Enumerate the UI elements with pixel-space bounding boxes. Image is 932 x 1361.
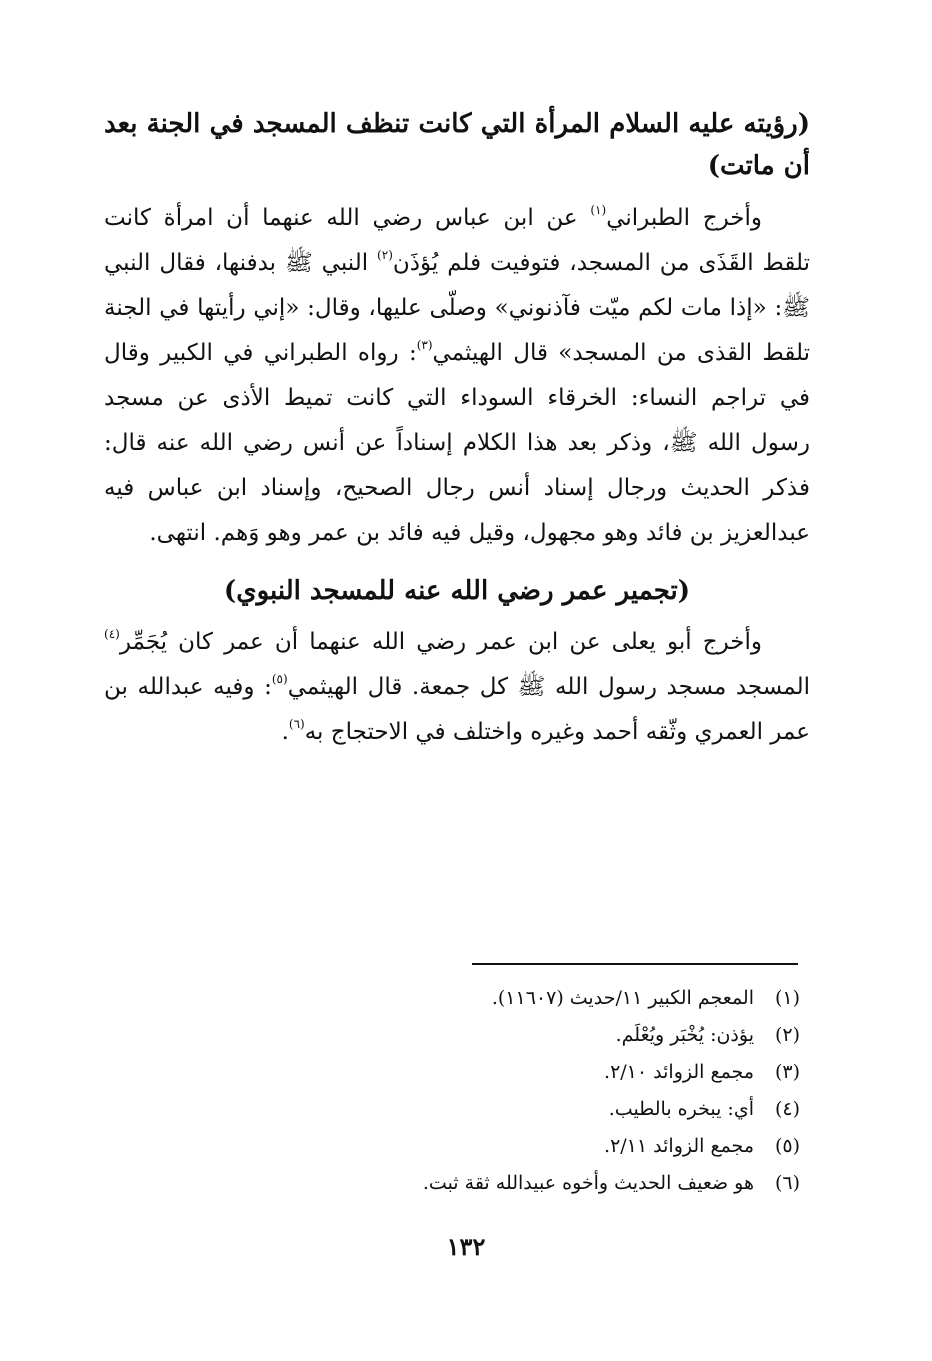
footnote-divider [472,963,798,965]
footnote-text: يؤذن: يُخْبَر ويُعْلَم. [615,1024,754,1046]
paragraph-text: : وفيه عبدالله بن عمر العمري وثّقه أحمد وغيره واختلف في الاحتجاج به [104,674,810,745]
footnote-item [300,1017,800,1054]
footnote-item [300,1054,800,1091]
footnote-number: (٥) [774,1135,800,1157]
paragraph-text: وأخرج الطبراني [606,205,762,231]
footnote-item [300,980,800,1017]
page-number: ١٣٢ [446,1232,486,1261]
footnote-item [300,1091,800,1128]
footnote-item [300,1128,800,1165]
section-paragraph-1 [104,196,810,556]
footnote-ref-5[interactable]: (٥) [271,672,288,686]
footnote-number: (١) [774,987,800,1009]
paragraph-text: : رواه الطبراني في الكبير وقال في تراجم النساء: الخرقاء السوداء التي كانت تميط الأذى عن مسجد رسول الله ﷺ، وذكر بعد هذا الكلام إسناداً عن أنس رضي الله عنه قال: فذكر الحديث ورجال إسناد أنس رجال الصحيح، وإسناد ابن عباس فيه عبدالعزيز بن فائد وهو مجهول، وقيل فيه فائد بن عمر وهو وَهم. انتهى. [104,340,810,546]
footnote-text: مجمع الزوائد ٢/١٠. [604,1061,754,1083]
footnote-ref-4[interactable]: (٤) [104,627,120,641]
footnote-number: (٤) [774,1098,800,1120]
paragraph-text: . [281,719,289,745]
footnote-ref-6[interactable]: (٦) [288,717,305,731]
footnote-item [300,1165,800,1202]
section-heading-2: (تجمير عمر رضي الله عنه للمسجد النبوي) [223,576,691,606]
footnote-text: هو ضعيف الحديث وأخوه عبيدالله ثقة ثبت. [422,1172,754,1194]
footnote-number: (٢) [774,1024,800,1046]
footnote-ref-2[interactable]: (٢) [377,248,393,262]
section-heading-1: (رؤيته عليه السلام المرأة التي كانت تنظف المسجد في الجنة بعد أن ماتت) [104,109,810,181]
footnote-text: أي: يبخره بالطيب. [608,1098,754,1120]
section-paragraph-2 [104,620,810,755]
paragraph-text: النبي ﷺ بدفنها، فقال النبي ﷺ: «إذا مات لكم ميّت فآذنوني» وصلّى عليها، وقال: «إني رأيتها في الجنة تلقط القذى من المسجد» قال الهيثمي [104,250,810,366]
footnote-ref-1[interactable]: (١) [590,203,607,217]
footnotes-list [300,980,800,1202]
footnote-text: مجمع الزوائد ٢/١١. [604,1135,754,1157]
footnote-number: (٣) [774,1061,800,1083]
paragraph-text: عن ابن عباس رضي الله عنهما أن امرأة كانت تلقط القَذَى من المسجد، فتوفيت فلم يُؤذَن [104,205,810,276]
paragraph-text: وأخرج أبو يعلى عن ابن عمر رضي الله عنهما أن عمر كان يُجَمِّر [119,629,762,655]
footnote-number: (٦) [774,1172,800,1194]
footnote-ref-3[interactable]: (٣) [416,338,433,352]
paragraph-text: المسجد مسجد رسول الله ﷺ كل جمعة. قال الهيثمي [287,674,810,700]
footnote-text: المعجم الكبير ١١/حديث (١١٦٠٧). [491,987,754,1009]
